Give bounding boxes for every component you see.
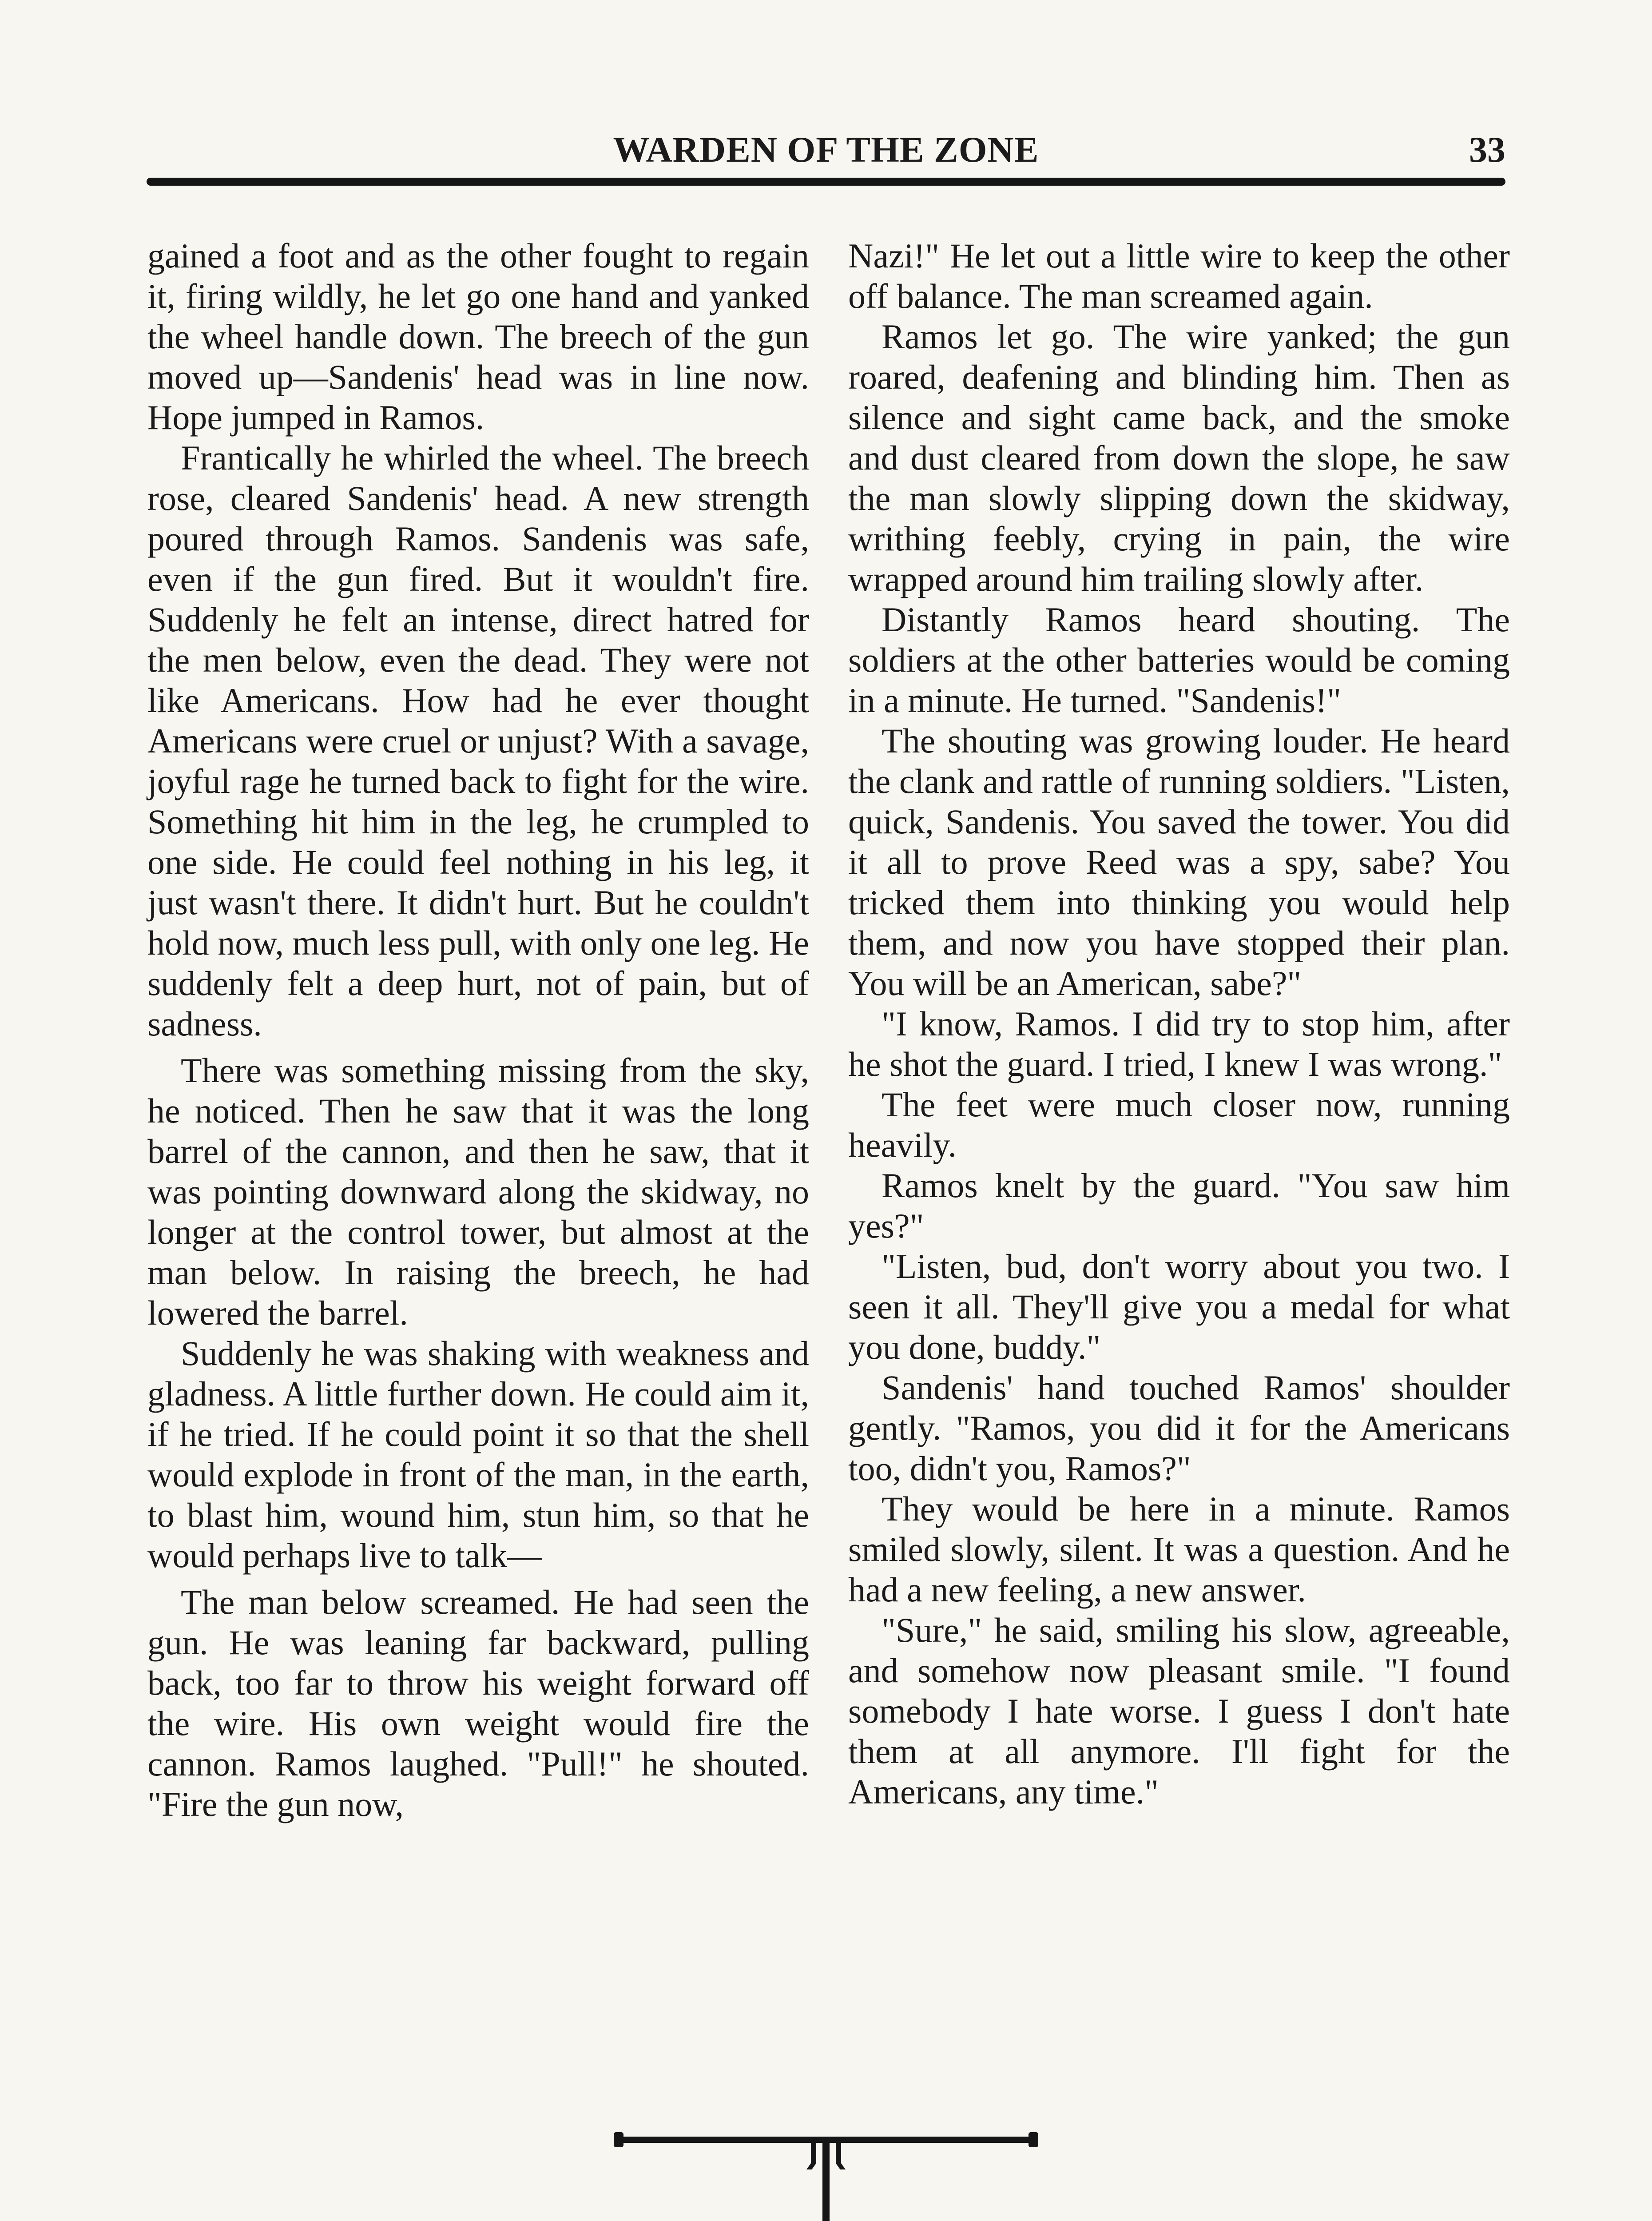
paragraph: Frantically he whirled the wheel. The breech rose, cleared Sandenis' head. A new strength poured through Ramos. Sandenis was safe, even if the gun fired. But it wouldn't fire. Suddenly he felt an intense, direct hatred for the men below, even the dead. They were not like Americans. How had he ever thought Americans were cruel or unjust? With a savage, joyful rage he turned back to fight for the wire. Something hit him in the leg, he crumpled to one side. He could feel nothing in his leg, it just wasn't there. It didn't hurt. But he couldn't hold now, much less pull, with only one leg. He suddenly felt a deep hurt, not of pain, but of sadness.: [147, 438, 809, 1043]
paragraph: The feet were much closer now, running heavily.: [848, 1085, 1510, 1164]
end-ornament: [608, 2114, 1044, 2221]
paragraph: "Listen, bud, don't worry about you two. I seen it all. They'll give you a medal for what you done, buddy.": [848, 1247, 1510, 1366]
paragraph: Sandenis' hand touched Ramos' shoulder gently. "Ramos, you did it for the Americans too, didn't you, Ramos?": [848, 1368, 1510, 1488]
paragraph: "Sure," he said, smiling his slow, agreeable, and somehow now pleasant smile. "I found somebody I hate worse. I guess I don't hate them at all anymore. I'll fight for the Americans, any time.": [848, 1611, 1510, 1811]
page-header: [147, 129, 1505, 175]
paragraph: Ramos knelt by the guard. "You saw him yes?": [848, 1166, 1510, 1245]
running-title: WARDEN OF THE ZONE: [613, 129, 1039, 170]
paragraph: Ramos let go. The wire yanked; the gun roared, deafening and blinding him. Then as silence and sight came back, and the smoke and dust cleared from down the slope, he saw the man slowly slipping down the skidway, writhing feebly, crying in pain, the wire wrapped around him trailing slowly after.: [848, 317, 1510, 598]
text-column-right: [848, 235, 1510, 1812]
paragraph: The shouting was growing louder. He heard the clank and rattle of running soldiers. "Listen, quick, Sandenis. You saved the tower. You did it all to prove Reed was a spy, sabe? You tricked them into thinking you would help them, and now you have stopped their plan. You will be an American, sabe?": [848, 721, 1510, 1003]
paragraph: "I know, Ramos. I did try to stop him, after he shot the guard. I tried, I knew I was wrong.": [848, 1004, 1510, 1083]
paragraph: gained a foot and as the other fought to regain it, firing wildly, he let go one hand and yanked the wheel handle down. The breech of the gun moved up—Sandenis' head was in line now. Hope jumped in Ramos.: [147, 236, 809, 437]
header-rule: [147, 178, 1505, 186]
paragraph: There was something missing from the sky, he noticed. Then he saw that it was the long barrel of the cannon, and then he saw, that it was pointing downward along the skidway, no longer at the control tower, but almost at the man below. In raising the breech, he had lowered the barrel.: [147, 1051, 809, 1332]
paragraph: Nazi!" He let out a little wire to keep the other off balance. The man screamed again.: [848, 236, 1510, 315]
text-column-left: [147, 235, 809, 1824]
paragraph: Suddenly he was shaking with weakness and gladness. A little further down. He could aim it, if he tried. If he could point it so that the shell would explode in front of the man, in the earth, to blast him, wound him, stun him, so that he would perhaps live to talk—: [147, 1334, 809, 1575]
page-number: 33: [1469, 129, 1505, 170]
paragraph: They would be here in a minute. Ramos smiled slowly, silent. It was a question. And he had a new feeling, a new answer.: [848, 1489, 1510, 1609]
paragraph: The man below screamed. He had seen the gun. He was leaning far backward, pulling back, too far to throw his weight forward off the wire. His own weight would fire the cannon. Ramos laughed. "Pull!" he shouted. "Fire the gun now,: [147, 1583, 809, 1823]
paragraph: Distantly Ramos heard shouting. The soldiers at the other batteries would be coming in a minute. He turned. "Sandenis!": [848, 600, 1510, 720]
